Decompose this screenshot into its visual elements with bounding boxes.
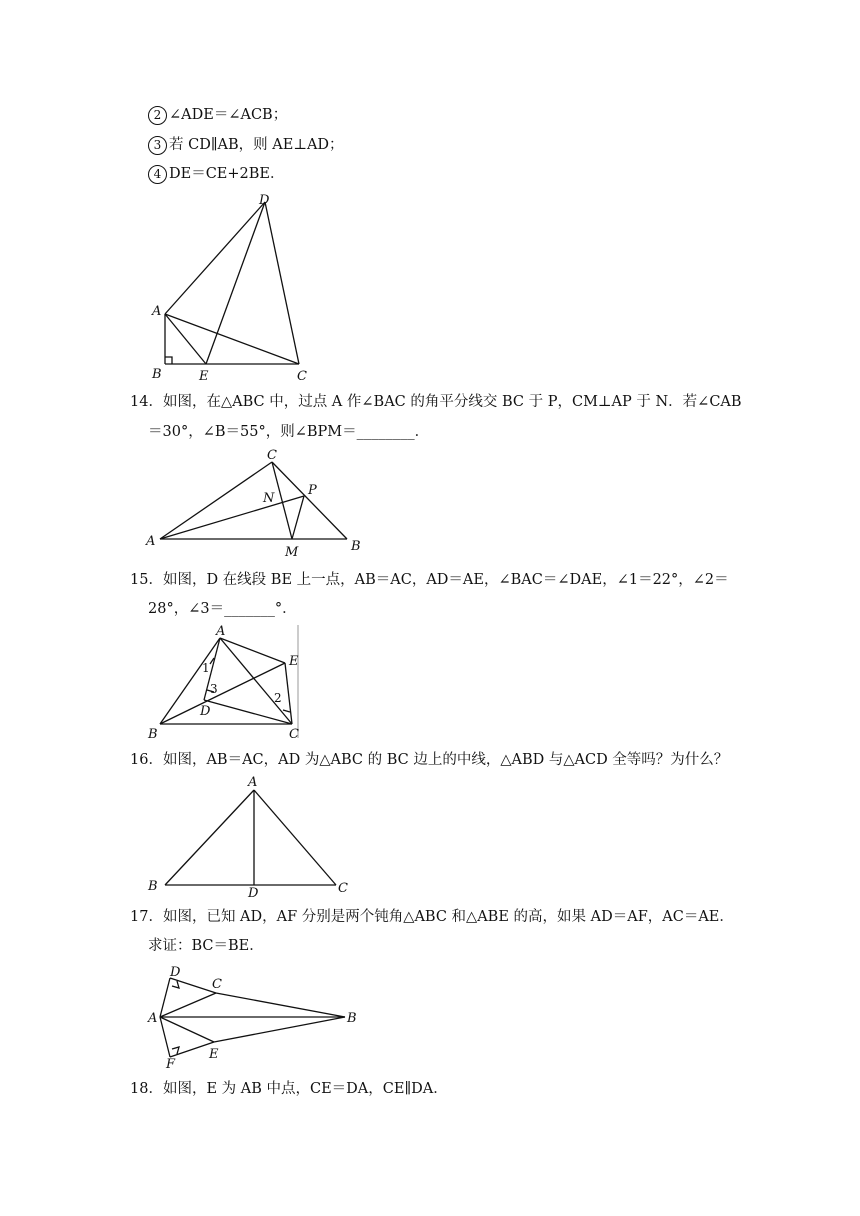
figure-16: [140, 772, 360, 897]
label-D: D: [200, 704, 211, 719]
label-C: C: [267, 448, 277, 463]
q15-line-1: 15．如图，D 在线段 BE 上一点，AB＝AC，AD＝AE，∠BAC＝∠DAE，∠1＝22°，∠2＝: [130, 572, 729, 588]
label-M: M: [285, 545, 299, 560]
label-C: C: [289, 727, 299, 742]
segment-FE: [170, 1042, 214, 1057]
label-B: B: [148, 727, 158, 742]
segment-DC: [265, 202, 299, 364]
statement-text: 若 CD∥AB，则 AE⊥AD；: [169, 137, 344, 153]
segment-AC: [254, 790, 336, 885]
label-A: A: [248, 775, 258, 790]
label-B: B: [152, 367, 162, 382]
segment-EC: [285, 663, 292, 724]
label-D: D: [248, 886, 259, 897]
segment-AD: [165, 202, 265, 314]
statement-2: [148, 105, 287, 125]
q17-line-1: 17．如图，已知 AD，AF 分别是两个钝角△ABC 和△ABE 的高，如果 AD＝AF，AC＝AE．: [130, 909, 734, 925]
q15-line-2: 28°，∠3＝_______°．: [148, 601, 297, 617]
label-E: E: [289, 654, 299, 669]
segment-AC: [220, 638, 292, 724]
angle-3-label: 3: [210, 682, 218, 696]
label-A: A: [216, 624, 226, 639]
q17-line-2: 求证：BC＝BE．: [148, 938, 264, 954]
circled-number: 2: [148, 106, 167, 125]
right-angle-mark-D: [172, 981, 179, 988]
statement-text: DE＝CE+2BE．: [169, 166, 285, 182]
segment-AE: [160, 1017, 214, 1042]
angle-1-label: 1: [202, 661, 210, 675]
segment-AB: [165, 790, 254, 885]
segment-AF: [160, 1017, 170, 1057]
q16-line-1: 16．如图，AB＝AC，AD 为△ABC 的 BC 边上的中线，△ABD 与△ACD 全等吗？为什么？: [130, 752, 729, 768]
segment-AC: [160, 462, 272, 539]
q14-line-1: 14．如图，在△ABC 中，过点 A 作∠BAC 的角平分线交 BC 于 P，CM⊥AP 于 N．若∠CAB: [130, 394, 742, 410]
segment-AB: [160, 638, 220, 724]
segment-AC: [160, 993, 216, 1017]
segment-AD: [160, 978, 170, 1017]
label-B: B: [148, 879, 158, 894]
figure-17: [140, 960, 370, 1070]
label-D: D: [170, 965, 181, 980]
label-E: E: [199, 369, 209, 384]
statement-3: [148, 135, 344, 155]
label-C: C: [297, 369, 307, 384]
label-C: C: [338, 881, 348, 896]
segment-CB: [216, 993, 345, 1017]
circled-number: 4: [148, 165, 167, 184]
label-A: A: [152, 304, 162, 319]
statement-text: ∠ADE＝∠ACB；: [169, 107, 288, 123]
figure-14: [140, 445, 380, 560]
figure-15: [140, 620, 340, 745]
statement-4: [148, 164, 285, 184]
angle-2-label: 2: [274, 691, 282, 705]
segment-EB: [214, 1017, 345, 1042]
circled-number: 3: [148, 136, 167, 155]
segment-PM: [292, 496, 304, 539]
label-C: C: [212, 977, 222, 992]
label-B: B: [347, 1011, 357, 1026]
label-A: A: [148, 1011, 158, 1026]
segment-DC: [170, 978, 216, 993]
segment-CB: [272, 462, 347, 539]
right-angle-mark-F: [172, 1047, 179, 1054]
figure-13: [140, 190, 320, 385]
q14-line-2: ＝30°，∠B＝55°，则∠BPM＝________．: [148, 424, 430, 440]
label-B: B: [351, 539, 361, 554]
label-A: A: [146, 534, 156, 549]
q18-line-1: 18．如图，E 为 AB 中点，CE＝DA，CE∥DA．: [130, 1081, 448, 1097]
label-D: D: [259, 193, 270, 208]
right-angle-mark: [165, 357, 172, 364]
angle-2-arc: [283, 710, 290, 712]
label-N: N: [263, 491, 275, 506]
label-E: E: [209, 1047, 219, 1062]
label-P: P: [308, 483, 317, 498]
label-F: F: [166, 1057, 176, 1070]
